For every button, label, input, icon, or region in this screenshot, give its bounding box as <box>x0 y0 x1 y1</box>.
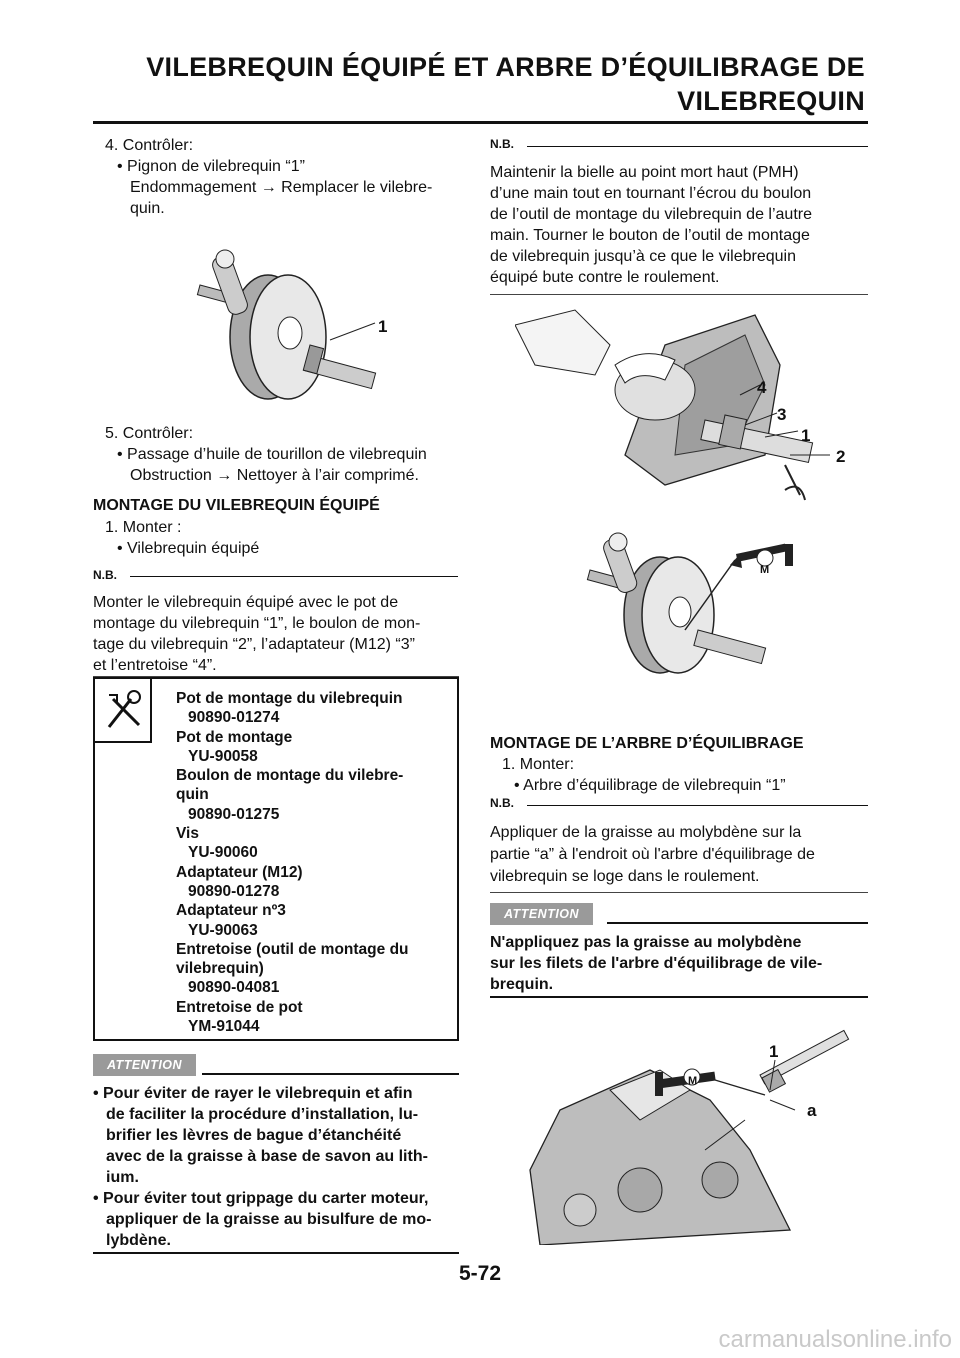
tool-name: vilebrequin) <box>176 960 264 978</box>
tool-name: quin <box>176 786 209 804</box>
tool-number: 90890-01274 <box>188 709 280 727</box>
nb-right-line: Maintenir la bielle au point mort haut (PMH) <box>490 164 799 181</box>
nb-right-line: main. Tourner le bouton de l’outil de montage <box>490 227 810 244</box>
crankshaft-figure-1 <box>180 245 400 420</box>
nb-line: Monter le vilebrequin équipé avec le pot de <box>93 594 399 611</box>
nb2-line: Appliquer de la graisse au molybdène sur la <box>490 824 802 841</box>
attention-rule-right <box>607 922 868 924</box>
section-title-crankshaft: MONTAGE DU VILEBREQUIN ÉQUIPÉ <box>93 497 380 514</box>
nb-right-end-rule <box>490 294 868 295</box>
page-title-line1: VILEBREQUIN ÉQUIPÉ ET ARBRE D’ÉQUILIBRAGE DE <box>146 52 865 82</box>
step5-bullet: • Passage d’huile de tourillon de vilebrequin <box>117 446 427 463</box>
nb-line: tage du vilebrequin “2”, l’adaptateur (M12) “3” <box>93 636 415 653</box>
balancer-step1-heading: 1. Monter: <box>502 756 575 773</box>
nb2-end-rule <box>490 892 868 893</box>
attention-end-rule <box>93 1252 459 1254</box>
page-title-line2: VILEBREQUIN <box>677 86 865 116</box>
tool-number: 90890-01278 <box>188 882 280 900</box>
tool-number: YU-90063 <box>188 921 258 939</box>
attention-rule <box>202 1073 459 1075</box>
fig4-label-a: a <box>807 1101 817 1120</box>
crankshaft-figure-2 <box>580 530 800 690</box>
fig2-label-2: 2 <box>836 447 846 466</box>
attention-right-line: sur les filets de l'arbre d'équilibrage de vile- <box>490 955 823 972</box>
fig2-label-3: 3 <box>777 405 787 424</box>
nb-line: et l’entretoise “4”. <box>93 657 217 674</box>
tool-name: Adaptateur nº3 <box>176 902 286 920</box>
fig4-grease-symbol-label: M <box>688 1075 698 1087</box>
nb-rule <box>527 146 868 147</box>
tool-name: Pot de montage du vilebrequin <box>176 690 403 707</box>
nb2-label: N.B. <box>490 796 514 810</box>
fig2-label-4: 4 <box>757 378 767 397</box>
nb-line: montage du vilebrequin “1”, le boulon de mon- <box>93 615 421 632</box>
attention-badge: ATTENTION <box>93 1054 196 1076</box>
attention-right-end-rule <box>490 996 868 998</box>
engine-install-figure <box>515 305 855 505</box>
special-tools-box <box>93 677 459 1041</box>
nb-right-line: de l’outil de montage du vilebrequin de l’autre <box>490 206 812 223</box>
attention-right-line: brequin. <box>490 976 554 993</box>
step4-line2: Endommagement → Remplacer le vilebre- <box>130 179 433 196</box>
tool-name: Adaptateur (M12) <box>176 863 303 881</box>
nb2-rule <box>527 805 868 806</box>
attention-line: appliquer de la graisse au bisulfure de mo- <box>106 1211 432 1228</box>
attention-line: ium. <box>106 1169 139 1186</box>
step4-heading: 4. Contrôler: <box>105 137 194 154</box>
nb-label-right: N.B. <box>490 137 514 151</box>
tool-icon-separator <box>95 741 152 743</box>
attention-line: de faciliter la procédure d’installation, lu- <box>106 1106 419 1123</box>
fig4-label-1: 1 <box>769 1042 779 1061</box>
nb2-line: vilebrequin se loge dans le roulement. <box>490 868 760 885</box>
balancer-step1-bullet: • Arbre d’équilibrage de vilebrequin “1” <box>514 777 786 794</box>
fig2-label-1: 1 <box>801 426 811 445</box>
tool-number: 90890-01275 <box>188 805 280 823</box>
step1-heading: 1. Monter : <box>105 519 182 536</box>
header-rule <box>93 121 868 124</box>
tool-icon-separator <box>150 679 152 741</box>
step5-heading: 5. Contrôler: <box>105 425 194 442</box>
step4-line3: quin. <box>130 200 165 217</box>
nb-rule <box>130 576 458 577</box>
tool-name: Entretoise de pot <box>176 998 303 1016</box>
fig1-label: 1 <box>378 317 388 336</box>
attention-right-line: N'appliquez pas la graisse au molybdène <box>490 934 802 951</box>
attention-line: • Pour éviter tout grippage du carter moteur, <box>93 1190 429 1207</box>
nb-right-line: équipé bute contre le roulement. <box>490 269 720 286</box>
nb-right-line: d’une main tout en tournant l’écrou du boulon <box>490 185 812 202</box>
attention-line: lybdène. <box>106 1232 171 1249</box>
step1-bullet: • Vilebrequin équipé <box>117 540 260 557</box>
step4-bullet: • Pignon de vilebrequin “1” <box>117 158 305 175</box>
page-number: 5-72 <box>458 1262 502 1285</box>
tool-number: YU-90058 <box>188 747 258 765</box>
balancer-shaft-figure <box>520 1010 850 1245</box>
tool-name: Boulon de montage du vilebre- <box>176 767 404 785</box>
attention-badge-right: ATTENTION <box>490 903 593 925</box>
nb-right-line: de vilebrequin jusqu’à ce que le vilebrequin <box>490 248 796 265</box>
tool-name: Vis <box>176 825 199 843</box>
tool-list <box>176 689 409 1036</box>
nb-label: N.B. <box>93 568 117 582</box>
watermark: carmanualsonline.info <box>718 1326 952 1353</box>
tool-name: Entretoise (outil de montage du <box>176 940 409 958</box>
tool-number: YU-90060 <box>188 844 258 862</box>
tool-number: 90890-04081 <box>188 979 280 997</box>
tool-icon <box>103 689 145 733</box>
attention-line: brifier les lèvres de bague d’étanchéité <box>106 1127 402 1144</box>
tool-name: Pot de montage <box>176 728 293 746</box>
attention-line: • Pour éviter de rayer le vilebrequin et afin <box>93 1085 413 1102</box>
nb2-line: partie “a” à l'endroit où l'arbre d'équilibrage de <box>490 846 815 863</box>
tool-number: YM-91044 <box>188 1018 260 1036</box>
section-title-balancer: MONTAGE DE L’ARBRE D’ÉQUILIBRAGE <box>490 735 804 752</box>
grease-symbol-label: M <box>760 564 770 576</box>
step5-line2: Obstruction → Nettoyer à l’air comprimé. <box>130 467 419 484</box>
attention-line: avec de la graisse à base de savon au lith- <box>106 1148 428 1165</box>
